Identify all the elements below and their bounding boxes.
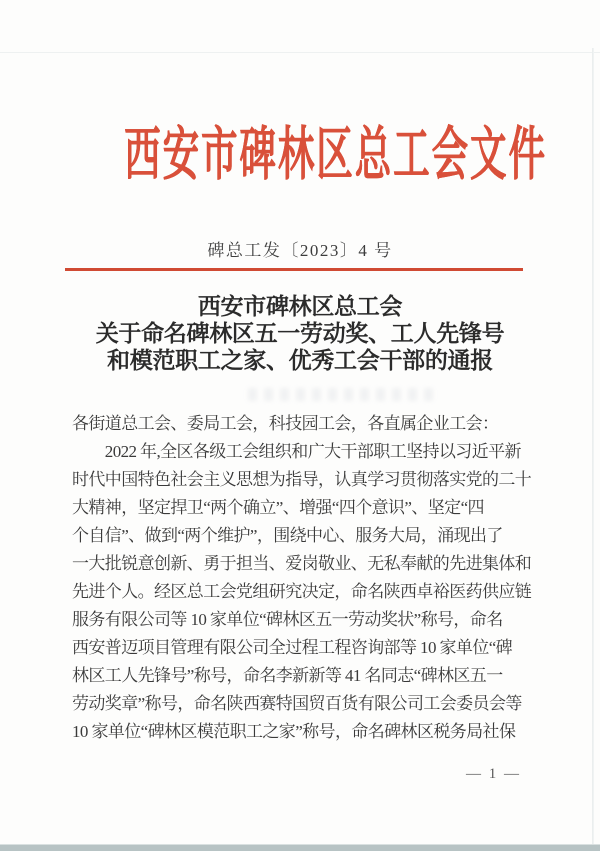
page-number: — 1 — <box>466 766 521 782</box>
body-text-line: 大精神，坚定捍卫“两个确立”、增强“四个意识”、坚定“四 <box>72 498 484 517</box>
title-line: 西安市碑林区总工会 <box>197 294 403 319</box>
scan-artifact-top-line <box>0 52 600 53</box>
body-text-line: 个自信”、做到“两个维护”，围绕中心、服务大局，涌现出了 <box>72 526 503 545</box>
ink-bleedthrough-artifact <box>248 388 433 401</box>
scan-artifact-right-edge <box>592 48 594 845</box>
document-title <box>0 293 600 374</box>
masthead-title-text: 西安市碑林区总工会文件 <box>124 122 547 187</box>
body-text-line: 服务有限公司等 10 家单位“碑林区五一劳动奖状”称号，命名 <box>72 610 503 629</box>
body-text-line: 2022 年,全区各级工会组织和广大干部职工坚持以习近平新 <box>72 442 521 461</box>
body-text-line: 先进个人。经区总工会党组研究决定，命名陕西卓裕医药供应链 <box>72 582 532 601</box>
document-body <box>72 410 534 746</box>
title-line: 关于命名碑林区五一劳动奖、工人先锋号 <box>95 321 505 346</box>
title-line: 和模范职工之家、优秀工会干部的通报 <box>107 348 493 373</box>
red-divider-line <box>65 268 523 271</box>
body-text-line: 10 家单位“碑林区模范职工之家”称号，命名碑林区税务局社保 <box>72 722 516 741</box>
body-text-line: 时代中国特色社会主义思想为指导，认真学习贯彻落实党的二十 <box>72 470 532 489</box>
body-text-line: 林区工人先锋号”称号，命名李新新等 41 名同志“碑林区五一 <box>72 666 503 685</box>
body-text-line: 西安普迈项目管理有限公司全过程工程咨询部等 10 家单位“碑 <box>72 638 513 657</box>
document-number: 碑总工发〔2023〕4 号 <box>207 241 393 260</box>
document-masthead <box>0 112 600 198</box>
body-text-line: 劳动奖章”称号，命名陕西赛特国贸百货有限公司工会委员会等 <box>72 694 522 713</box>
scan-artifact-bottom-edge <box>0 844 600 851</box>
body-text-line: 各街道总工会、委局工会，科技园工会，各直属企业工会： <box>72 414 499 433</box>
body-text-line: 一大批锐意创新、勇于担当、爱岗敬业、无私奉献的先进集体和 <box>72 554 532 573</box>
